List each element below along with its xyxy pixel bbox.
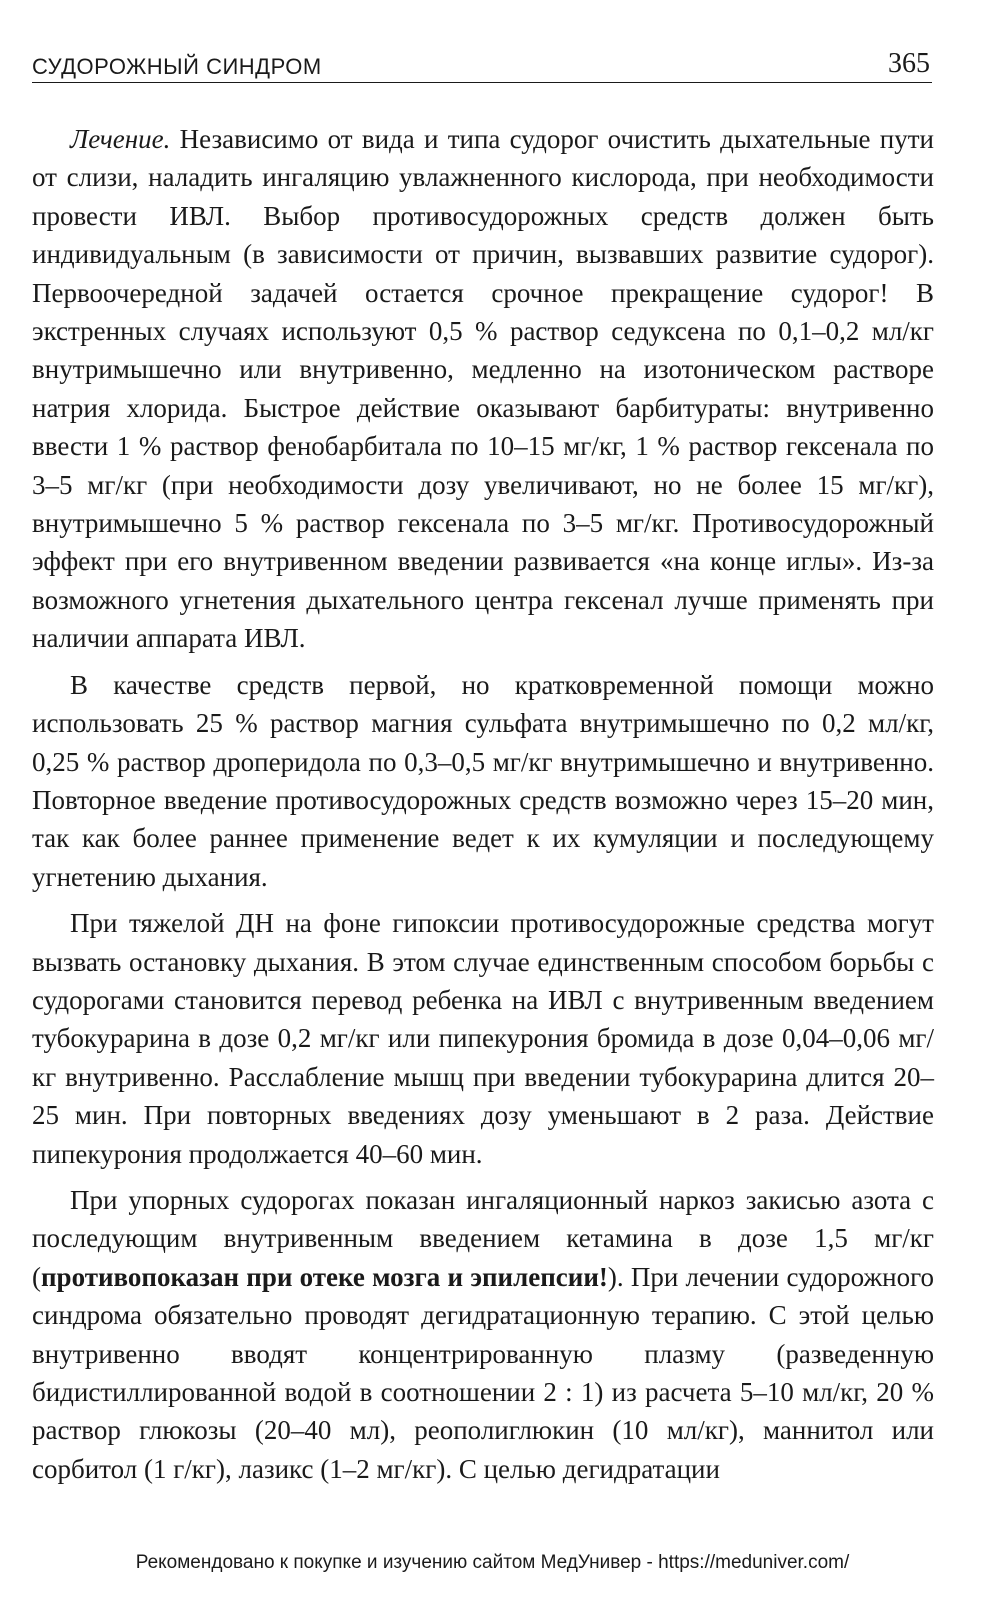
paragraph-first-aid bbox=[32, 666, 934, 896]
paragraph-treatment bbox=[32, 120, 934, 658]
contraindication-warning: противопоказан при отеке мозга и эпилепсии! bbox=[41, 1261, 608, 1292]
paragraph-text: При упорных судорогах показан ингаляционный наркоз закисью азота с последующим внутривенным введением кетамина в дозе 1,5 мг/кг ( bbox=[32, 1184, 934, 1292]
paragraph-severe-respiratory-failure bbox=[32, 904, 934, 1173]
running-header bbox=[32, 48, 932, 83]
paragraph-persistent-seizures bbox=[32, 1181, 934, 1488]
footer-watermark-text: Рекомендовано к покупке и изучению сайтом МедУнивер - https://meduniver.com/ bbox=[135, 1552, 850, 1573]
run-in-heading: Лечение. bbox=[70, 124, 171, 154]
paragraph-text: При тяжелой ДН на фоне гипоксии противосудорожные средства могут вызвать остановку дыхания. В этом случае единственным способом борьбы с судорогами становится перевод ребенка на ИВЛ с внутривенным введением тубокурарина в дозе 0,2 мг/кг или пипекурония бромида в дозе 0,04–0,06 мг/кг внутривенно. Расслабление мышц при введении тубокурарина длится 20–25 мин. При повторных введениях дозу уменьшают в 2 раза. Действие пипекурония продолжается 40–60 мин. bbox=[32, 908, 934, 1169]
paragraph-text: В качестве средств первой, но кратковременной помощи можно использовать 25 % раствор магния сульфата внутримышечно по 0,2 мл/кг, 0,25 % раствор дроперидола по 0,3–0,5 мг/кг внутримышечно и внутривенно. Повторное введение противосудорожных средств возможно через 15–20 мин, так как более раннее применение ведет к их кумуляции и последующему угнетению дыхания. bbox=[32, 669, 934, 892]
running-title: СУДОРОЖНЫЙ СИНДРОМ bbox=[32, 54, 322, 79]
body-text bbox=[32, 120, 934, 1488]
paragraph-text: Независимо от вида и типа судорог очистить дыхательные пути от слизи, наладить ингаляцию увлажненного кислорода, при необходимости провести ИВЛ. Выбор противосудорожных средств должен быть индивидуальным (в зависимости от причин, вызвавших развитие судорог). Первоочередной задачей остается срочное прекращение судорог! В экстренных случаях используют 0,5 % раствор седуксена по 0,1–0,2 мл/кг внутримышечно или внутривенно, медленно на изотоническом растворе натрия хлорида. Быстрое действие оказывают барбитураты: внутривенно ввести 1 % раствор фенобарбитала по 10–15 мг/кг, 1 % раствор гексенала по 3–5 мг/кг (при необходимости дозу увеличивают, но не более 15 мг/кг), внутримышечно 5 % раствор гексенала по 3–5 мг/кг. Противосудорожный эффект при его внутривенном введении развивается «на конце иглы». Из-за возможного угнетения дыхательного центра гексенал лучше применять при наличии аппарата ИВЛ. bbox=[32, 124, 934, 654]
paragraph-text: ). При лечении судорожного синдрома обязательно проводят дегидратационную терапию. С этой целью внутривенно вводят концентрированную плазму (разведенную бидистиллированной водой в соотношении 2 : 1) из расчета 5–10 мл/кг, 20 % раствор глюкозы (20–40 мл), реополиглюкин (10 мл/кг), маннитол или сорбитол (1 г/кг), лазикс (1–2 мг/кг). С целью дегидратации bbox=[32, 1261, 934, 1484]
page-number: 365 bbox=[888, 48, 930, 79]
